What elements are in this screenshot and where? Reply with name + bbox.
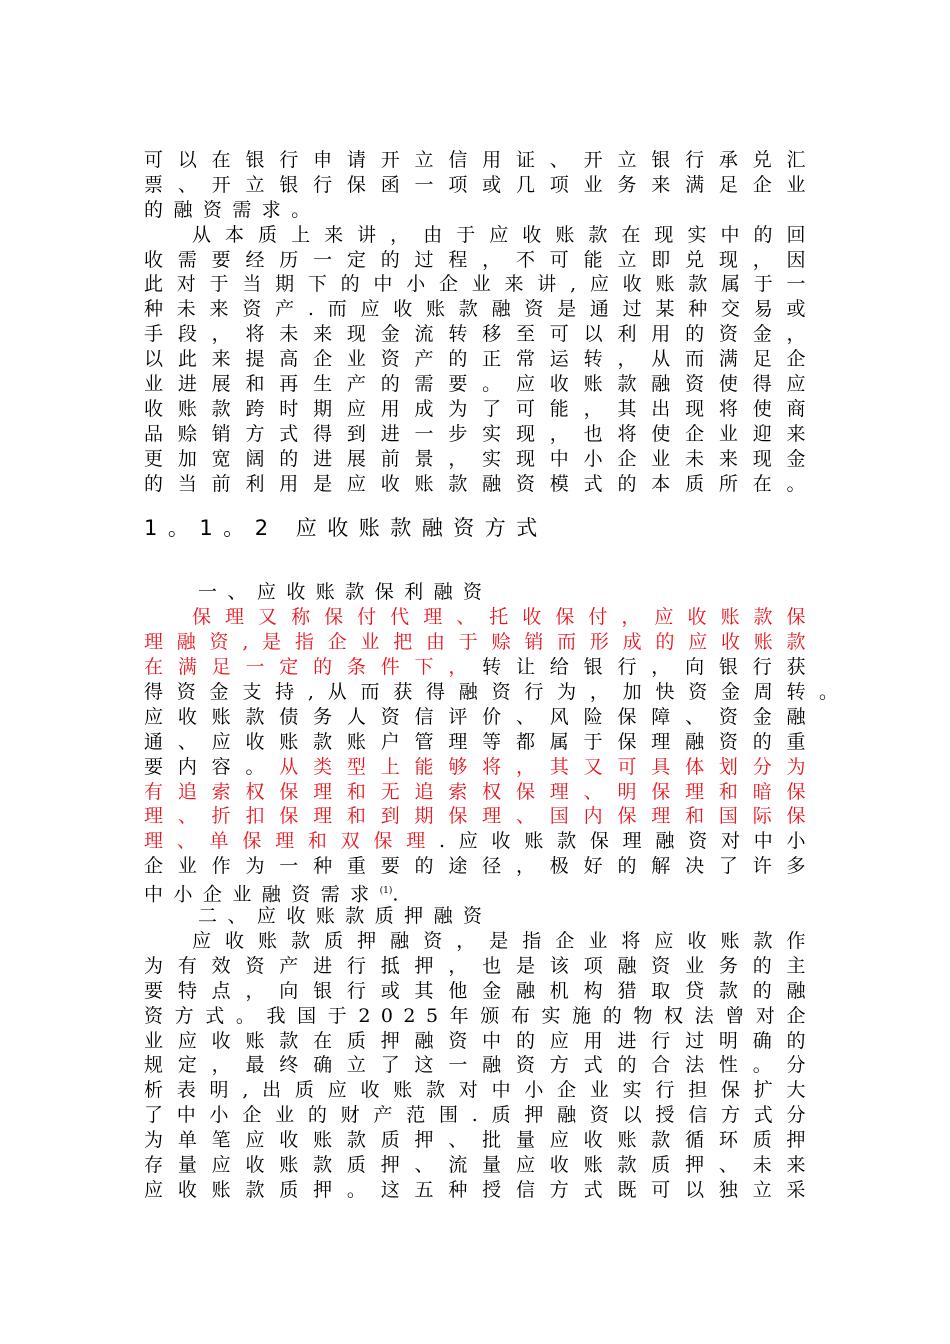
subsection-factoring xyxy=(144,580,838,906)
text-line xyxy=(144,680,838,705)
text-line: 此对于当期下的中小企业来讲,应收账款属于一 xyxy=(144,273,816,296)
text-line: 为有效资产进行抵押，也是该项融资业务的主 xyxy=(144,954,816,977)
footnote-reference: (1) xyxy=(379,886,393,897)
subsection-title: 一、应收账款保利融资 xyxy=(198,581,493,604)
text-span: 要内容。 xyxy=(144,755,280,778)
overflow-punctuation: 。 xyxy=(818,681,838,704)
document-page xyxy=(144,148,838,1203)
text-line: 业应收账款在质押融资中的应用进行过明确的 xyxy=(144,1029,816,1052)
text-line xyxy=(144,829,816,854)
text-line: 有追索权保理和无追索权保理、明保理和暗保 xyxy=(144,780,816,803)
text-line: 为单笔应收账款质押、批量应收账款循环质押 xyxy=(144,1129,816,1152)
section-heading: 1。1。2 应收账款融资方式 xyxy=(144,516,548,541)
text-line: 析表明,出质应收账款对中小企业实行担保扩大 xyxy=(144,1079,816,1102)
text-line: 存量应收账款质押、流量应收账款质押、未来 xyxy=(144,1153,816,1176)
text-line: 理、折扣保理和到期保理、国内保理和国际保 xyxy=(144,805,816,828)
text-line: 要特点，向银行或其他金融机构猎取贷款的融 xyxy=(144,979,816,1002)
text-line: 种未来资产.而应收账款融资是通过某种交易或 xyxy=(144,298,816,321)
text-line: 资方式。我国于2025年颁布实施的物权法曾对企 xyxy=(144,1004,816,1027)
text-line: 票、开立银行保函一项或几项业务来满足企业 xyxy=(144,173,816,196)
text-line: 通、应收账款账户管理等都属于保理融资的重 xyxy=(144,730,816,753)
text-line: 的融资需求。 xyxy=(144,198,321,221)
text-line: 应收账款债务人资信评价、风险保障、资金融 xyxy=(144,705,816,728)
text-line: 了中小企业的财产范围.质押融资以授信方式分 xyxy=(144,1104,816,1127)
text-line: 应收账款质押融资，是指企业将应收账款作 xyxy=(192,929,816,952)
paragraph-2 xyxy=(144,223,816,497)
highlighted-text: 从类型上能够将，其又可具体划分为 xyxy=(279,755,816,778)
text-line: 理融资,是指企业把由于赊销而形成的应收账款 xyxy=(144,631,816,654)
text-span: . xyxy=(392,883,409,906)
text-line: 收账款跨时期应用成为了可能，其出现将使商 xyxy=(144,397,816,420)
text-line: 从本质上来讲，由于应收账款在现实中的回 xyxy=(192,223,816,246)
text-line: 更加宽阔的进展前景，实现中小企业未来现金 xyxy=(144,447,816,470)
text-span: 中小企业融资需求 xyxy=(144,883,380,906)
text-line: 规定，最终确立了这一融资方式的合法性。分 xyxy=(144,1054,816,1077)
text-line xyxy=(144,755,816,780)
text-span: 得资金支持,从而获得融资行为，加快资金周转 xyxy=(144,681,816,704)
text-line: 业进展和再生产的需要。应收账款融资使得应 xyxy=(144,373,816,396)
text-line: 手段，将未来现金流转移至可以利用的资金， xyxy=(144,323,816,346)
text-line: 保理又称保付代理、托收保付，应收账款保 xyxy=(192,606,816,629)
text-line: 收需要经历一定的过程，不可能立即兑现，因 xyxy=(144,248,816,271)
text-line: 应收账款质押。这五种授信方式既可以独立采 xyxy=(144,1178,816,1201)
subsection-title: 二、应收账款质押融资 xyxy=(198,905,493,928)
highlighted-text: 在满足一定的条件下， xyxy=(144,656,483,679)
text-span: 转让给银行，向银行获 xyxy=(482,656,816,679)
text-line: 企业作为一种重要的途径，极好的解决了许多 xyxy=(144,855,816,878)
text-span: .应收账款保理融资对中小 xyxy=(438,830,816,853)
paragraph-1 xyxy=(144,148,816,223)
subsection-pledge xyxy=(144,904,816,1203)
text-line: 品赊销方式得到进一步实现，也将使企业迎来 xyxy=(144,422,816,445)
text-line xyxy=(144,655,816,680)
text-line xyxy=(144,879,816,904)
text-line: 可以在银行申请开立信用证、开立银行承兑汇 xyxy=(144,149,816,171)
highlighted-text: 理、单保理和双保理 xyxy=(144,830,439,853)
text-line: 的当前利用是应收账款融资模式的本质所在。 xyxy=(144,472,816,495)
text-line: 以此来提高企业资产的正常运转，从而满足企 xyxy=(144,348,816,371)
